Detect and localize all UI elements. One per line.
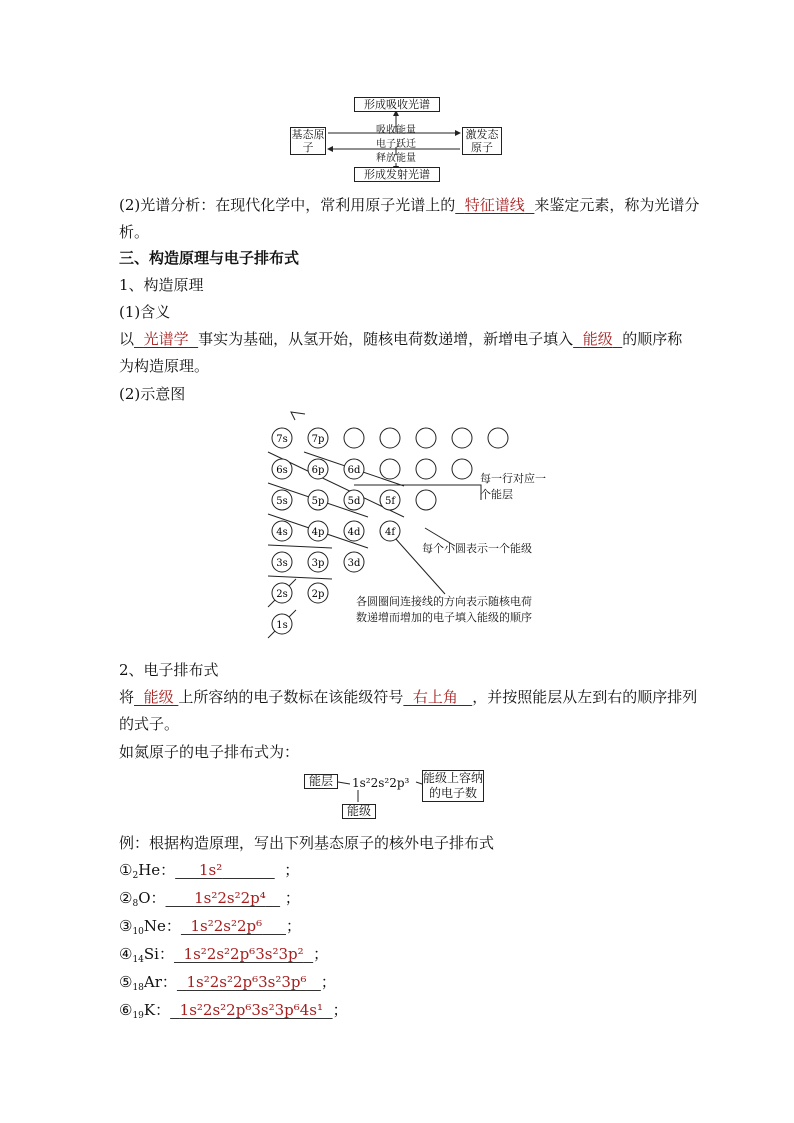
answer-config: 1s² <box>199 861 223 879</box>
element-symbol: He： <box>138 861 176 879</box>
text: 的顺序称 <box>622 330 683 348</box>
orbital-3s <box>272 552 292 572</box>
text: 事实为基础，从氢开始，随核电荷数递增，新增电子填入 <box>198 330 574 348</box>
layer-box: 能层 <box>304 774 338 789</box>
orbital-label: 4f <box>384 527 396 538</box>
level-box: 能级 <box>342 804 376 819</box>
orbital-5s <box>272 490 292 510</box>
answer-spectroscopy: 光谱学 <box>143 330 189 348</box>
item-number: ③ <box>119 917 133 935</box>
empty-level-circle <box>416 490 436 510</box>
meaning-line1 <box>119 329 682 349</box>
atomic-number: 10 <box>132 927 144 937</box>
answer-upper-right: 右上角 <box>412 688 458 706</box>
blank <box>573 330 622 348</box>
spectrum-diagram <box>288 95 503 185</box>
orbital-6p <box>308 459 328 479</box>
answer-energy-level: 能级 <box>143 688 174 706</box>
orbital-label: 5f <box>384 496 396 507</box>
electron-jump-label: 电子跃迁 <box>376 139 416 150</box>
answer-config: 1s²2s²2p⁶3s²3p⁶ <box>186 973 307 991</box>
orbital-label: 7s <box>276 434 288 445</box>
orbital-label: 5d <box>347 496 361 507</box>
orbital-6s <box>272 459 292 479</box>
blank <box>403 688 472 706</box>
nitrogen-formula: 1s²2s²2p³ <box>352 776 410 790</box>
punct: ； <box>320 973 336 991</box>
element-symbol: Ne： <box>143 917 181 935</box>
orbital-4d <box>344 521 364 541</box>
element-symbol: O： <box>138 889 166 907</box>
atomic-number: 18 <box>132 983 144 993</box>
exercise-5 <box>119 972 336 998</box>
atomic-number: 8 <box>132 899 139 909</box>
text: 上所容纳的电子数标在该能级符号 <box>178 688 404 706</box>
orbital-5f <box>380 490 400 510</box>
orbital-2s <box>272 583 292 603</box>
answer-blank <box>181 917 286 935</box>
config-def-line2: 的式子。 <box>119 715 180 733</box>
electrons-box: 能级上容纳的电子数 <box>423 771 484 800</box>
answer-config: 1s²2s²2p⁴ <box>194 889 266 907</box>
orbital-7s <box>272 428 292 448</box>
punct: ； <box>284 861 300 879</box>
answer-config: 1s²2s²2p⁶ <box>190 917 263 935</box>
empty-level-circle <box>416 459 436 479</box>
section3-title: 三、构造原理与电子排布式 <box>119 249 300 267</box>
text: (2)光谱分析：在现代化学中，常利用原子光谱上的 <box>119 196 456 214</box>
note-text: 每一行对应一个能层 <box>480 472 546 501</box>
orbital-label: 5p <box>311 496 325 507</box>
element-symbol: K： <box>143 1001 171 1019</box>
punct: ； <box>332 1001 348 1019</box>
orbital-label: 6s <box>276 465 288 476</box>
orbital-7p <box>308 428 328 448</box>
exercise-1 <box>119 860 299 886</box>
filling-order-line <box>268 576 332 579</box>
orbital-label: 3p <box>311 558 325 569</box>
atomic-number: 19 <box>132 1011 144 1021</box>
answer-blank <box>166 889 281 907</box>
absorption-spectrum-box: 形成吸收光谱 <box>354 97 440 112</box>
ground-state-box: 基态原子 <box>291 128 325 154</box>
orbital-3d <box>344 552 364 572</box>
orbital-4p <box>308 521 328 541</box>
element-symbol: Ar： <box>143 973 177 991</box>
note-connecting-lines: 各圆圈间连接线的方向表示随核电荷数递增而增加的电子填入能级的顺序 <box>356 595 532 624</box>
item-number: ① <box>119 861 133 879</box>
text: 将 <box>119 688 135 706</box>
empty-level-circle <box>416 428 436 448</box>
orbital-label: 2p <box>311 589 325 600</box>
orbital-label: 4d <box>347 527 361 538</box>
emission-spectrum-box: 形成发射光谱 <box>354 167 440 182</box>
exercise-4 <box>119 944 328 970</box>
release-energy-label: 释放能量 <box>376 153 416 164</box>
empty-level-circle <box>488 428 508 448</box>
orbital-5p <box>308 490 328 510</box>
item-number: ⑥ <box>119 1001 133 1019</box>
orbital-label: 6p <box>311 465 325 476</box>
element-symbol: Si： <box>143 945 174 963</box>
answer-blank <box>174 945 313 963</box>
orbital-label: 3d <box>347 558 361 569</box>
answer-blank <box>177 973 321 991</box>
orbital-1s <box>272 614 292 634</box>
note-circle-level: 每个小圆表示一个能级 <box>422 542 532 555</box>
exercise-intro: 例：根据构造原理，写出下列基态原子的核外电子排布式 <box>119 834 495 852</box>
example-intro: 如氮原子的电子排布式为： <box>119 743 300 761</box>
blank <box>134 330 198 348</box>
orbital-label: 1s <box>276 620 288 631</box>
sub2-title: 2、电子排布式 <box>119 661 219 679</box>
blank <box>455 196 534 214</box>
orbital-label: 3s <box>276 558 288 569</box>
exercise-2 <box>119 888 300 914</box>
answer-config: 1s²2s²2p⁶3s²3p⁶4s¹ <box>179 1001 324 1019</box>
orbital-label: 4s <box>276 527 288 538</box>
sub1-title: 1、构造原理 <box>119 276 204 294</box>
excited-state-box: 激发态原子 <box>462 127 502 155</box>
empty-level-circle <box>380 428 400 448</box>
meaning-title: (1)含义 <box>119 303 171 321</box>
orbital-6d <box>344 459 364 479</box>
orbital-2p <box>308 583 328 603</box>
orbital-3p <box>308 552 328 572</box>
orbital-4f <box>380 521 400 541</box>
orbital-5d <box>344 490 364 510</box>
nitrogen-diagram <box>304 770 494 826</box>
item-number: ⑤ <box>119 973 133 991</box>
empty-level-circle <box>380 459 400 479</box>
orbital-4s <box>272 521 292 541</box>
item-number: ④ <box>119 945 133 963</box>
answer-blank <box>175 861 275 879</box>
config-def-line1 <box>119 687 697 707</box>
text: ，并按照能层从左到右的顺序排列 <box>472 688 698 706</box>
item-number: ② <box>119 889 133 907</box>
spectral-analysis-line1 <box>119 195 699 215</box>
answer-blank <box>170 1001 332 1019</box>
orbital-label: 4p <box>311 527 325 538</box>
answer-energy-level: 能级 <box>582 330 613 348</box>
spectral-analysis-line2: 析。 <box>119 223 150 241</box>
text: 以 <box>119 330 135 348</box>
empty-level-circle <box>452 459 472 479</box>
orbital-label: 6d <box>347 465 361 476</box>
empty-level-circle <box>344 428 364 448</box>
absorb-energy-label: 吸收能量 <box>376 125 416 136</box>
empty-level-circle <box>452 428 472 448</box>
note-row-layer <box>480 471 550 503</box>
answer-feature-lines: 特征谱线 <box>464 196 525 214</box>
atomic-number: 14 <box>132 955 144 965</box>
orbital-label: 7p <box>311 434 325 445</box>
orbital-label: 5s <box>276 496 288 507</box>
diagram-title: (2)示意图 <box>119 385 186 403</box>
punct: ； <box>313 945 329 963</box>
arrow-head-icon <box>291 412 305 420</box>
punct: ； <box>284 889 300 907</box>
text: 来鉴定元素，称为光谱分 <box>534 196 700 214</box>
orbital-label: 2s <box>276 589 288 600</box>
meaning-line2: 为构造原理。 <box>119 357 210 375</box>
exercise-3 <box>119 916 301 942</box>
blank <box>134 688 178 706</box>
atomic-number: 2 <box>132 871 139 881</box>
answer-config: 1s²2s²2p⁶3s²3p² <box>183 945 304 963</box>
punct: ； <box>285 917 301 935</box>
exercise-6 <box>119 1000 348 1026</box>
